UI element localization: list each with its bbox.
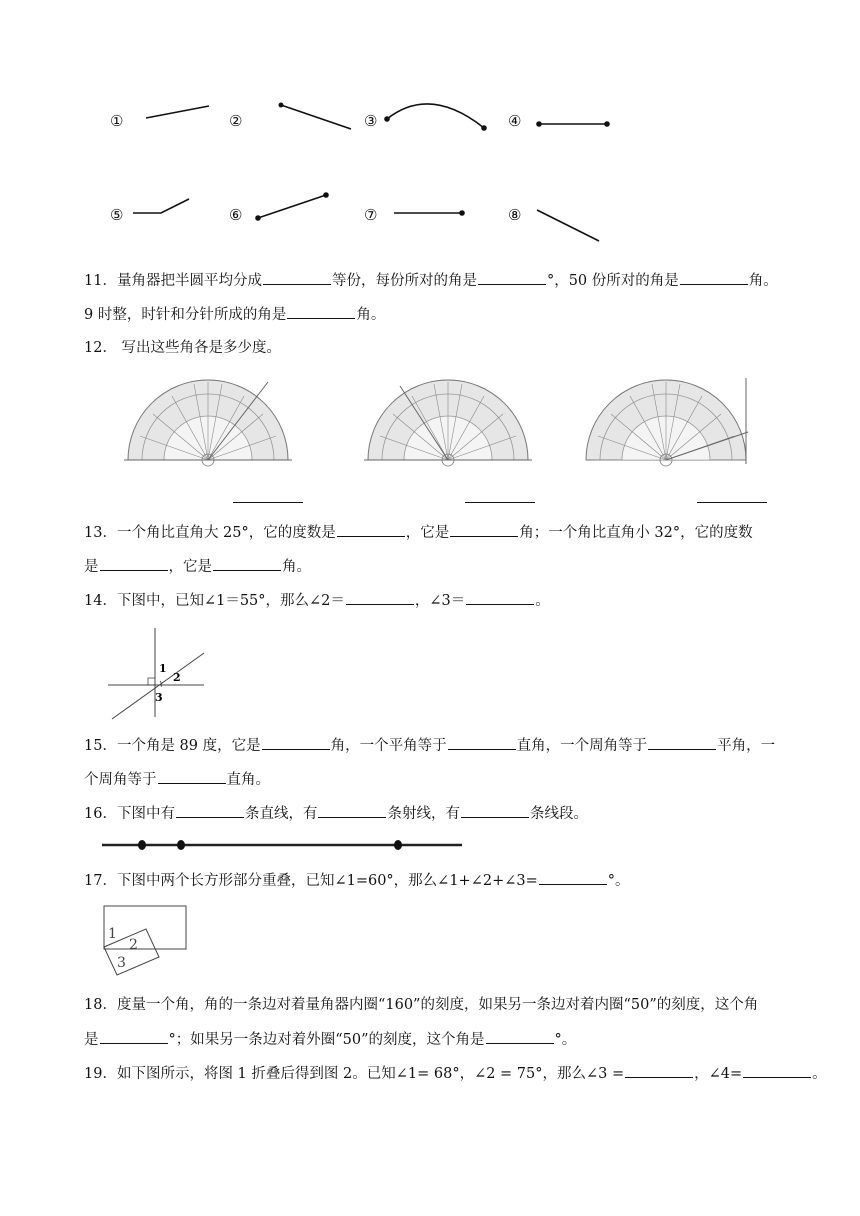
answer-blank[interactable] [346, 590, 414, 605]
answer-blank[interactable] [466, 590, 534, 605]
answer-blank[interactable] [318, 803, 386, 818]
figure-line-8 [537, 210, 599, 241]
answer-blank[interactable] [743, 1063, 811, 1078]
answer-blank[interactable] [100, 1029, 168, 1044]
question-12: 12． 写出这些角各是多少度。 [84, 340, 282, 356]
question-15-line-1: 15．一个角是 89 度，它是 角，一个平角等于 直角，一个周角等于 平角，一 [84, 735, 775, 756]
answer-blank[interactable] [478, 270, 546, 285]
answer-blank[interactable] [287, 304, 355, 319]
answer-blank[interactable] [625, 1063, 693, 1078]
answer-blank[interactable] [176, 803, 244, 818]
question-17: 17．下图中两个长方形部分重叠，已知∠1=60°，那么∠1+∠2+∠3= °。 [84, 870, 630, 891]
question-13-line-2: 是 ，它是 角。 [84, 556, 311, 577]
answer-blank[interactable] [680, 270, 748, 285]
answer-blank-protractor-1[interactable] [233, 500, 303, 503]
protractor-figures [0, 372, 860, 492]
question-11-line-2: 9 时整，时针和分针所成的角是 角。 [84, 304, 385, 325]
rectangles-diagram-17 [100, 900, 200, 980]
answer-blank[interactable] [100, 556, 168, 571]
question-11-line-1: 11．量角器把半圆平均分成 等份，每份所对的角是 °，50 份所对的角是 角。 [84, 270, 778, 291]
question-19: 19．如下图所示，将图 1 折叠后得到图 2。已知∠1= 68°，∠2 = 75°，那么∠3 = ，∠4= 。 [84, 1063, 827, 1084]
answer-blank[interactable] [461, 803, 529, 818]
figure-curve-3 [387, 104, 484, 128]
line-figures [0, 0, 860, 260]
answer-blank[interactable] [450, 522, 518, 537]
label-8: ⑧ [508, 206, 522, 224]
answer-blank[interactable] [337, 522, 405, 537]
figure-line-5 [133, 199, 189, 213]
question-13-line-1: 13．一个角比直角大 25°，它的度数是 ，它是 角；一个角比直角小 32°，它的度数 [84, 522, 753, 543]
label-3: ③ [364, 112, 378, 130]
question-16: 16．下图中有 条直线，有 条射线，有 条线段。 [84, 803, 588, 824]
angle-diagram-14 [100, 625, 220, 725]
question-18-line-2: 是 °；如果另一条边对着外圈“50”的刻度，这个角是 °。 [84, 1029, 576, 1050]
answer-blank[interactable] [158, 769, 226, 784]
answer-blank-protractor-2[interactable] [465, 500, 535, 503]
answer-blank[interactable] [486, 1029, 554, 1044]
angle-label-2: 2 [129, 937, 138, 953]
line-points-diagram-16 [100, 835, 480, 855]
question-15-line-2: 个周角等于 直角。 [84, 769, 270, 790]
figure-segment-6 [258, 195, 326, 218]
label-7: ⑦ [364, 206, 378, 224]
protractor-3 [586, 378, 748, 466]
answer-blank[interactable] [448, 735, 516, 750]
angle-label-3: 3 [155, 691, 163, 704]
angle-label-1: 1 [108, 926, 117, 942]
label-1: ① [110, 112, 124, 130]
question-14: 14．下图中，已知∠1＝55°，那么∠2＝ ，∠3＝ 。 [84, 590, 550, 611]
figure-line-2 [281, 105, 351, 129]
angle-label-3: 3 [117, 955, 126, 971]
question-18-line-1: 18．度量一个角，角的一条边对着量角器内圈“160”的刻度，如果另一条边对着内圈“50”的刻度，这个角 [84, 997, 759, 1013]
figure-line-1 [146, 106, 209, 118]
label-4: ④ [508, 112, 522, 130]
angle-label-2: 2 [173, 671, 181, 684]
answer-blank[interactable] [263, 270, 331, 285]
protractor-2 [364, 380, 532, 466]
answer-blank[interactable] [262, 735, 330, 750]
label-2: ② [229, 112, 243, 130]
protractor-1 [124, 380, 292, 466]
answer-blank-protractor-3[interactable] [697, 500, 767, 503]
label-6: ⑥ [229, 206, 243, 224]
answer-blank[interactable] [648, 735, 716, 750]
label-5: ⑤ [110, 206, 124, 224]
answer-blank[interactable] [539, 870, 607, 885]
angle-label-1: 1 [159, 662, 167, 675]
answer-blank[interactable] [213, 556, 281, 571]
